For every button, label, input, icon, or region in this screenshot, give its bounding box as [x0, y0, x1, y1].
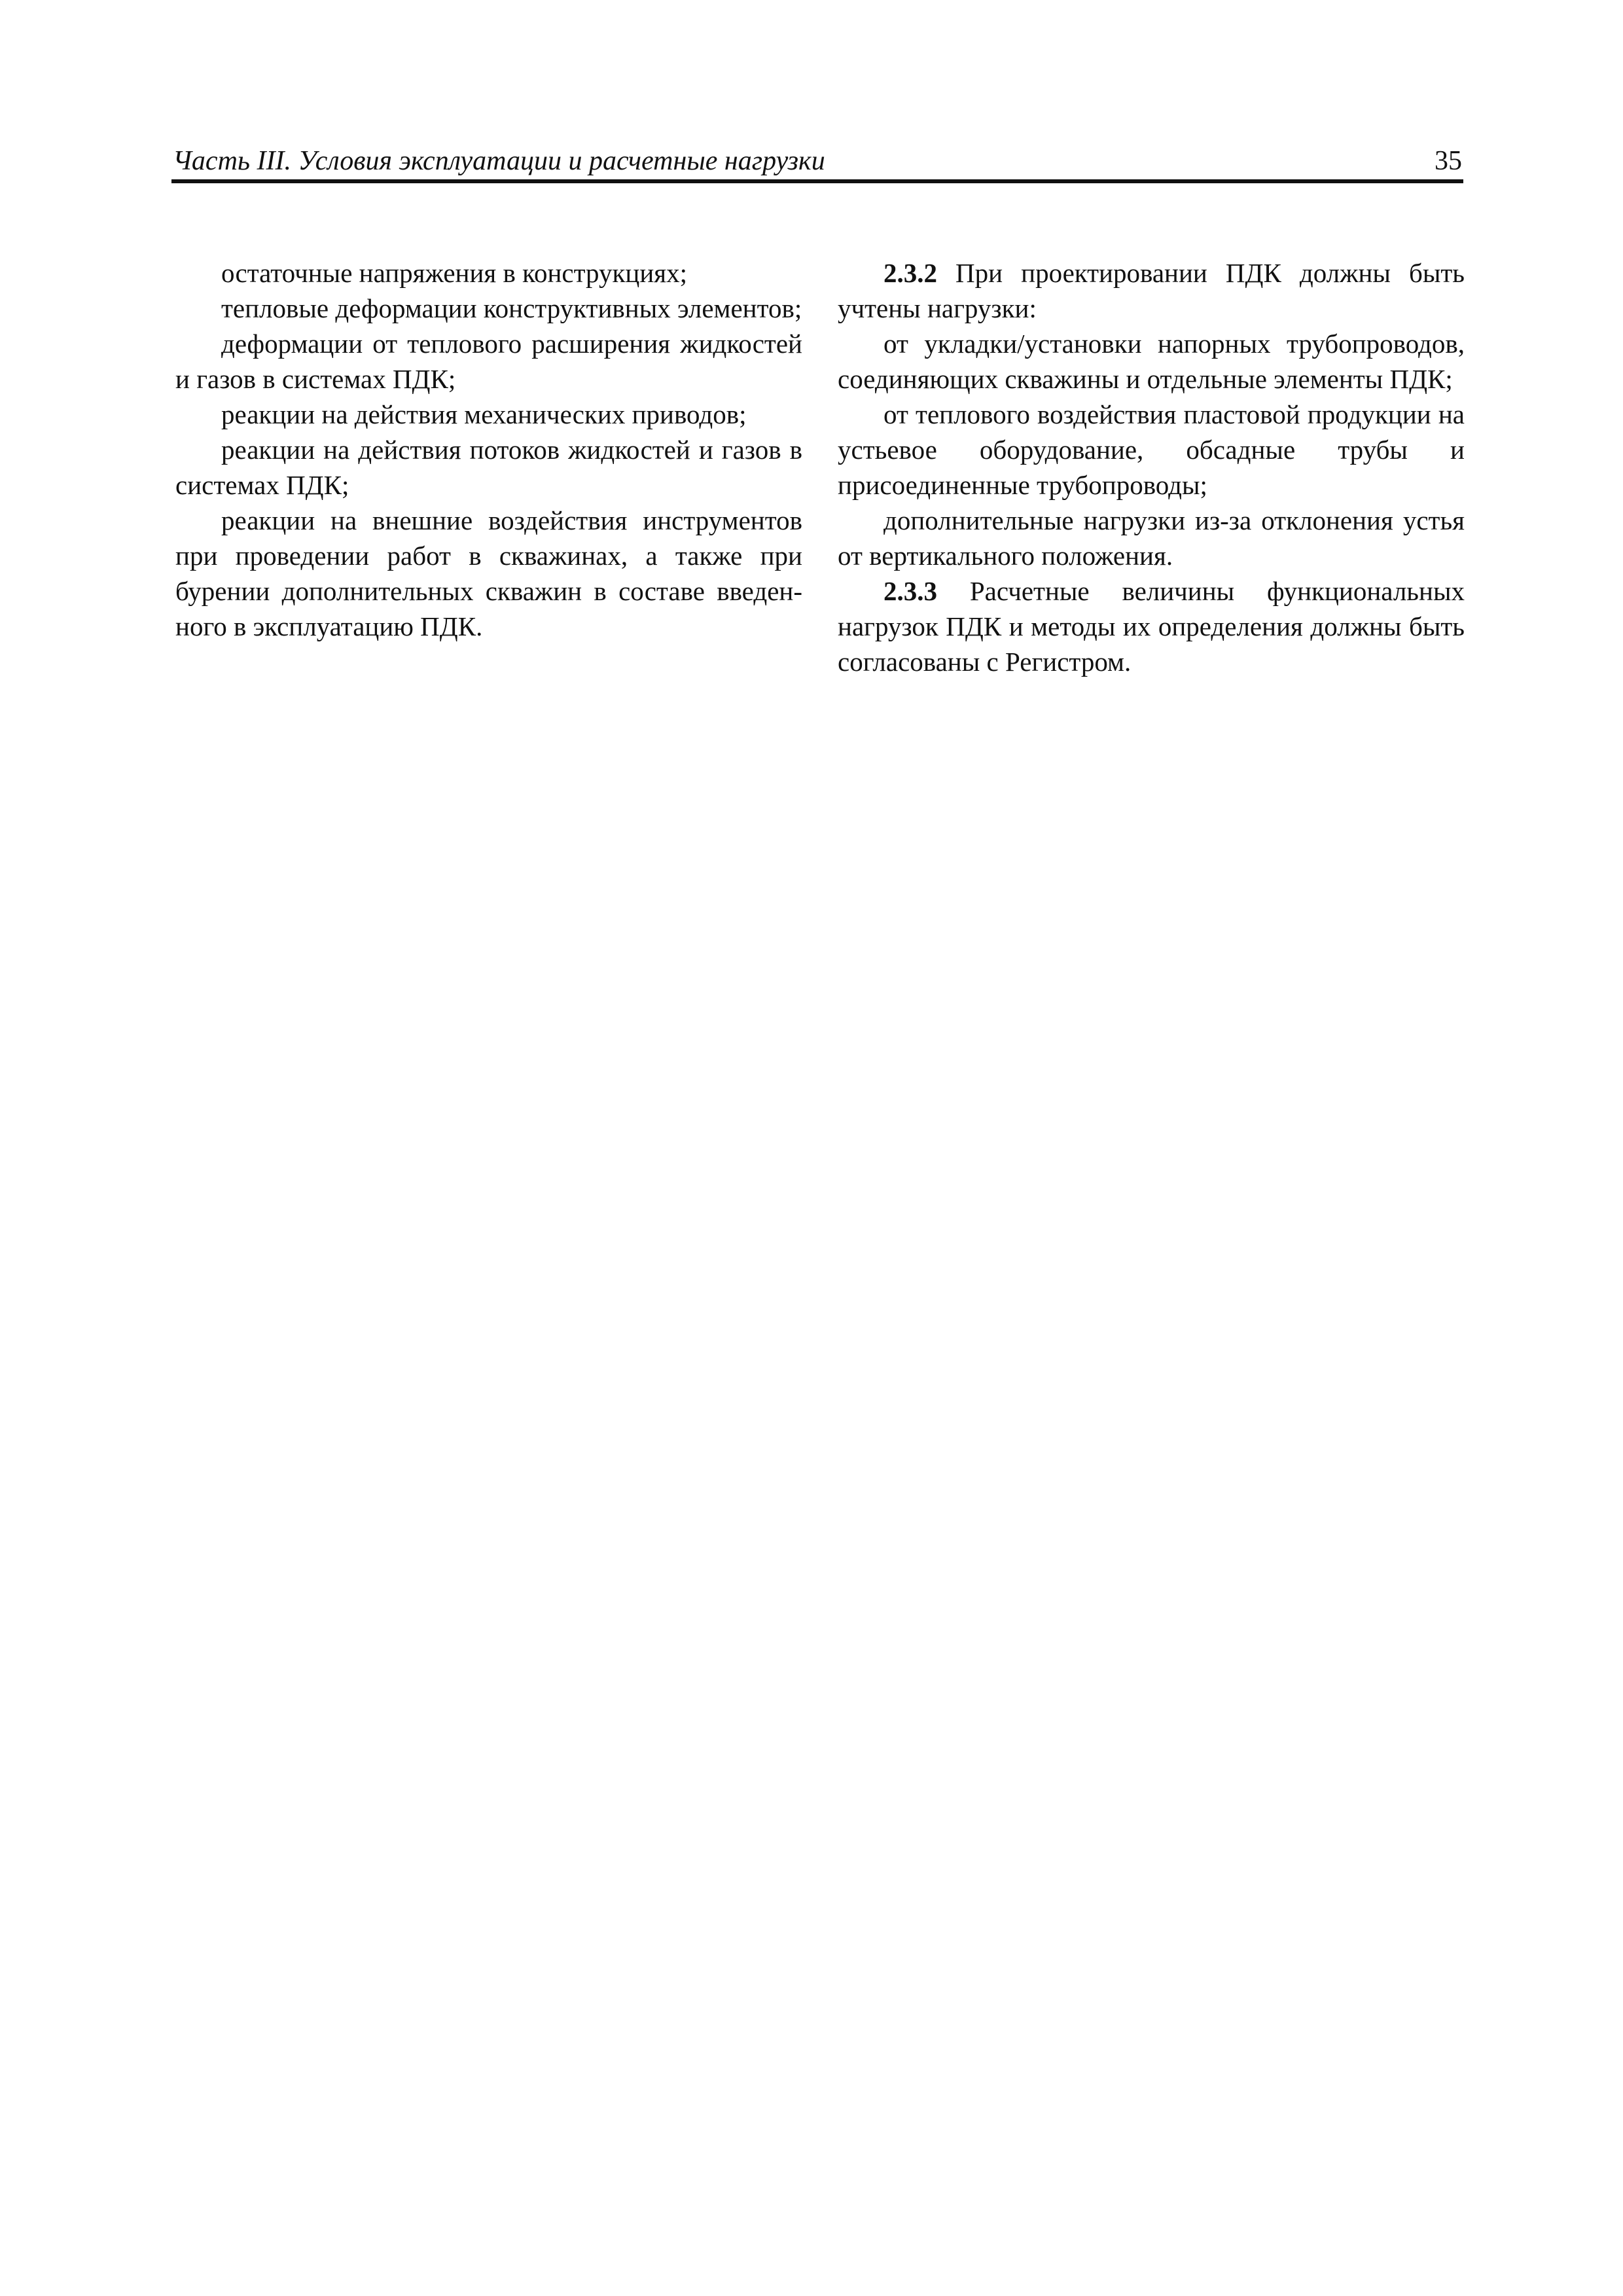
paragraph-thermal-deformations: тепловые деформации конструктивных элементов; [221, 293, 802, 323]
paragraph-pipeline-laying: от укладки/установки напорных трубопроводов, соединяющих скважины и отдельные элементы ПДК; [838, 329, 1465, 394]
clause-number: 2.3.2 [883, 258, 937, 288]
page-number: 35 [1435, 146, 1462, 176]
clause-text: Расчетные величины функциональных нагрузок ПДК и методы их определения должны быть согласованы с Регистром. [838, 576, 1465, 677]
paragraph-fluid-flows: реакции на действия потоков жидкостей и газов в системах ПДК; [175, 435, 802, 500]
clause-2-3-3 [838, 573, 1465, 679]
left-column [175, 255, 802, 644]
paragraph-thermal-expansion: деформации от теплового расширения жидкостей и газов в системах ПДК; [175, 329, 802, 394]
paragraph-wellhead-deviation: дополнительные нагрузки из-за отклонения устья от вертикального положения. [838, 505, 1465, 571]
header-title: Часть III. Условия эксплуатации и расчетные нагрузки [173, 146, 825, 176]
clause-number: 2.3.3 [883, 576, 937, 606]
paragraph-mechanical-drives: реакции на действия механических приводов; [221, 399, 747, 429]
paragraph-external-impacts: реакции на внешние воздействия инструментов при проведении работ в скважинах, а также при бурении дополнительных скважин в составе введенного в эксплуатацию ПДК. [175, 505, 802, 641]
running-header [171, 141, 1463, 183]
clause-2-3-2 [838, 255, 1465, 326]
paragraph-thermal-impact: от теплового воздействия пластовой продукции на устьевое оборудование, обсадные трубы и присоединенные трубопроводы; [838, 399, 1465, 500]
paragraph-residual-stresses: остаточные напряжения в конструкциях; [221, 258, 688, 288]
right-column [838, 255, 1465, 679]
clause-text: При проектировании ПДК должны быть учтены нагрузки: [838, 258, 1465, 323]
